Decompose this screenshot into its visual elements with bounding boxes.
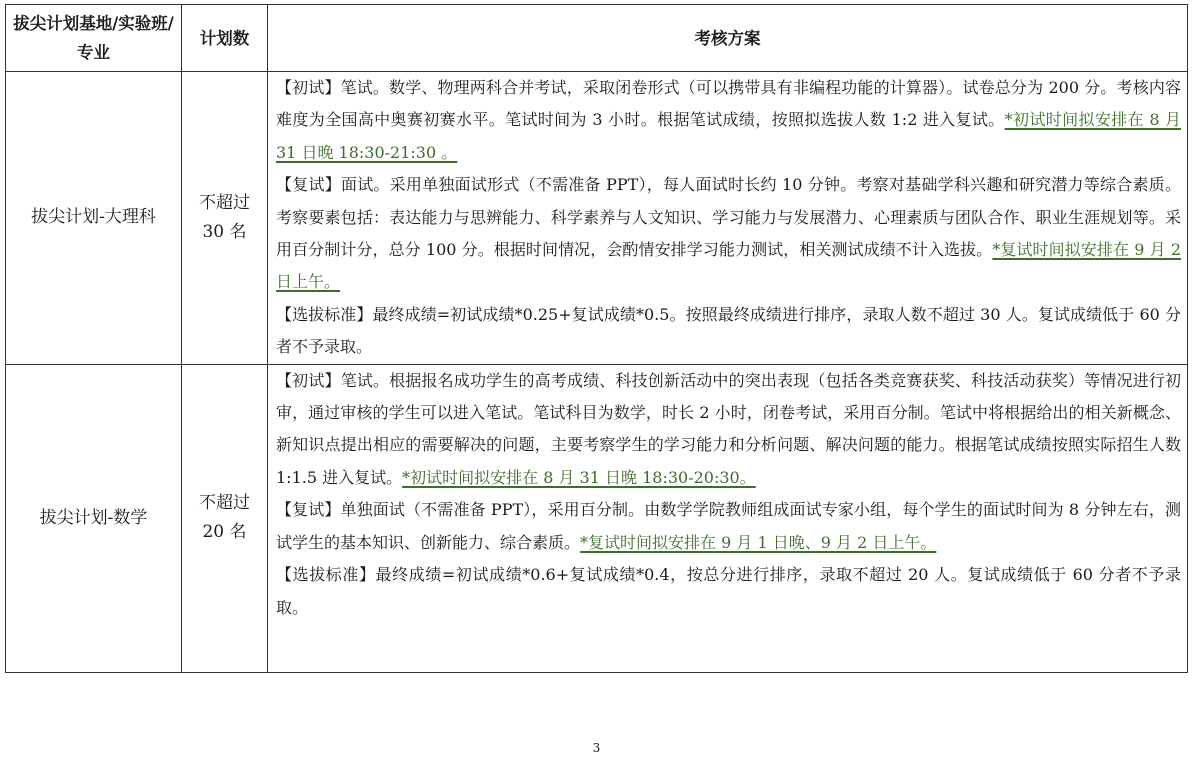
plan-count-line2: 20 名: [202, 522, 247, 543]
schedule-note: *复试时间拟安排在 9 月 1 日晚、9 月 2 日上午。: [580, 532, 937, 552]
plan-count-line1: 不超过: [199, 493, 250, 514]
paragraph-text: 【初试】笔试。数学、物理两科合并考试，采取闭卷形式（可以携带具有非编程功能的计算器）。试卷总分为 200 分。考核内容难度为全国高中奥赛初赛水平。笔试时间为 3 小时。根据笔试成绩，按照拟选拔人数 1:2 进入复试。: [276, 78, 1181, 130]
paragraph-text: 【复试】面试。采用单独面试形式（不需准备 PPT），每人面试时长约 10 分钟。考察对基础学科兴趣和研究潜力等综合素质。考察要素包括：表达能力与思辨能力、科学素养与人文知识、学习能力与发展潜力、心理素质与团队合作、职业生涯规划等。采用百分制计分，总分 100 分。根据时间情况，会酌情安排学习能力测试，相关测试成绩不计入选拔。: [276, 175, 1181, 260]
paragraph-text: 【选拔标准】最终成绩=初试成绩*0.6+复试成绩*0.4，按总分进行排序，录取不超过 20 人。复试成绩低于 60 分者不予录取。: [276, 565, 1181, 617]
plan-count: [182, 72, 268, 365]
preliminary-exam-paragraph: [276, 72, 1181, 169]
schedule-note: *初试时间拟安排在 8 月 31 日晚 18:30-21:30 。: [276, 110, 1181, 162]
paragraph-text: 【复试】单独面试（不需准备 PPT），采用百分制。由数学学院教师组成面试专家小组，每个学生的面试时间为 8 分钟左右，测试学生的基本知识、创新能力、综合素质。: [276, 500, 1181, 552]
scheme-clip: [276, 365, 1181, 672]
preliminary-exam-paragraph: [276, 365, 1181, 495]
paragraph-text: 【选拔标准】最终成绩=初试成绩*0.25+复试成绩*0.5。按照最终成绩进行排序，录取人数不超过 30 人。复试成绩低于 60 分者不予录取。: [276, 304, 1181, 357]
interview-paragraph: [276, 494, 1181, 559]
schedule-note: *初试时间拟安排在 8 月 31 日晚 18:30-20:30。: [402, 467, 756, 487]
admission-plan-table: [5, 4, 1188, 673]
assessment-scheme: [268, 364, 1188, 672]
paragraph-text: 【初试】笔试。根据报名成功学生的高考成绩、科技创新活动中的突出表现（包括各类竞赛获奖、科技活动获奖）等情况进行初审，通过审核的学生可以进入笔试。笔试科目为数学，时长 2 小时，闭卷考试，采用百分制。笔试中将根据给出的相关新概念、新知识点提出相应的需要解决的问题，主要考察学生的学习能力和分析问题、解决问题的能力。根据笔试成绩按照实际招生人数 1:1.5 进入复试。: [276, 370, 1181, 487]
program-name: 拔尖计划-大理科: [6, 72, 182, 365]
selection-criteria-paragraph: [276, 299, 1181, 364]
header-plan-count: 计划数: [182, 5, 268, 72]
program-name: 拔尖计划-数学: [6, 364, 182, 672]
interview-paragraph: [276, 169, 1181, 299]
header-assessment: 考核方案: [268, 5, 1188, 72]
assessment-scheme: [268, 72, 1188, 365]
plan-count: [182, 364, 268, 672]
table-header-row: [6, 5, 1188, 72]
schedule-note: *复试时间拟安排在 9 月 2 日上午。: [276, 240, 1181, 292]
plan-count-line2: 30 名: [202, 221, 247, 242]
page-number: 3: [592, 741, 601, 755]
table-row: [6, 364, 1188, 672]
plan-count-line1: 不超过: [199, 192, 250, 213]
selection-criteria-paragraph: [276, 559, 1181, 624]
header-program: 拔尖计划基地/实验班/专业: [6, 5, 182, 72]
table-row: [6, 72, 1188, 365]
